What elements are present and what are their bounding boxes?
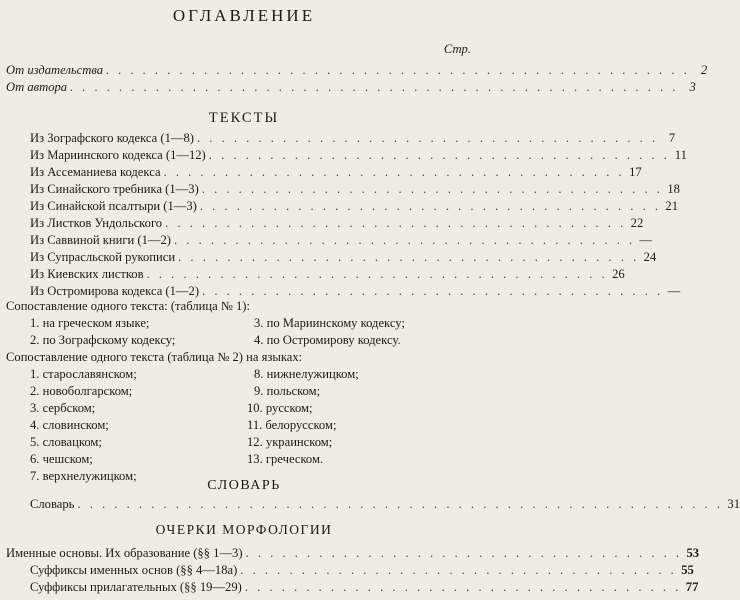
comparison-1-heading: Сопоставление одного текста: (таблица № 1):	[6, 299, 251, 313]
leader-dots: . . . . . . . . . . . . . . . . . . . . . . . . . . . . . . . . . . . . . .	[146, 267, 608, 281]
toc-entry-label: От издательства	[6, 63, 104, 77]
toc-entry-label: От автора	[6, 80, 68, 94]
comparison-2-item[interactable]: 3. сербском;	[30, 401, 96, 415]
comparison-2-item[interactable]: 2. новоболгарском;	[30, 384, 133, 398]
toc-entry-page: 31	[727, 497, 740, 511]
toc-entry-label: Именные основы. Их образование (§§ 1—3)	[6, 546, 243, 560]
toc-entry-author[interactable]	[6, 79, 696, 95]
toc-entry-page: 18	[667, 182, 680, 196]
toc-entry[interactable]	[30, 283, 681, 299]
comparison-2-item[interactable]: 8. нижнелужицком;	[254, 367, 359, 381]
comparison-2-item[interactable]: 1. старославянском;	[30, 367, 137, 381]
toc-entry-publisher[interactable]	[6, 62, 708, 78]
toc-entry-page: 11	[674, 148, 687, 162]
toc-entry[interactable]	[30, 232, 653, 248]
toc-entry[interactable]	[30, 164, 642, 180]
comparison-2-item[interactable]: 6. чешском;	[30, 452, 93, 466]
toc-entry-dictionary[interactable]	[30, 496, 740, 512]
toc-entry-label: Из Киевских листков	[30, 267, 144, 281]
comparison-1-item[interactable]: 3. по Мариинскому кодексу;	[254, 316, 405, 330]
toc-entry-label: Из Мариинского кодекса (1—12)	[30, 148, 206, 162]
leader-dots: . . . . . . . . . . . . . . . . . . . . . . . . . . . . . . . . . . . .	[240, 563, 677, 577]
toc-entry[interactable]	[30, 130, 676, 146]
page-column-label: Стр.	[443, 42, 471, 56]
leader-dots: . . . . . . . . . . . . . . . . . . . . . . . . . . . . . . . . . . . . . . . . . . . . . . . . . .	[70, 80, 679, 94]
toc-entry-page: —	[639, 233, 653, 247]
toc-entry-label: Из Листков Ундольского	[30, 216, 163, 230]
leader-dots: . . . . . . . . . . . . . . . . . . . . . . . . . . . . . . . . . . . . . .	[208, 148, 670, 162]
leader-dots: . . . . . . . . . . . . . . . . . . . . . . . . . . . . . . . . . . . .	[244, 580, 682, 594]
toc-entry-page: 7	[668, 131, 676, 145]
leader-dots: . . . . . . . . . . . . . . . . . . . . . . . . . . . . . . . . . . . . . .	[202, 284, 664, 298]
toc-entry-page: 2	[700, 63, 708, 77]
toc-entry[interactable]	[30, 147, 687, 163]
section-heading-texts: ТЕКСТЫ	[208, 110, 280, 126]
toc-entry[interactable]	[30, 215, 644, 231]
comparison-2-heading: Сопоставление одного текста (таблица № 2) на языках:	[6, 350, 303, 364]
comparison-1-item[interactable]: 2. по Зографскому кодексу;	[30, 333, 176, 347]
toc-entry-page: 26	[612, 267, 625, 281]
comparison-2-item[interactable]: 9. польском;	[254, 384, 321, 398]
toc-entry-page: 21	[665, 199, 679, 213]
toc-entry-label: Из Ассеманиева кодекса	[30, 165, 161, 179]
toc-entry-label: Из Зографского кодекса (1—8)	[30, 131, 194, 145]
toc-entry-page: 3	[689, 80, 696, 94]
toc-entry[interactable]	[30, 198, 679, 214]
comparison-2-item[interactable]: 11. белорусском;	[247, 418, 337, 432]
toc-entry-page: 17	[629, 165, 642, 179]
toc-entry-page: 55	[681, 563, 694, 577]
leader-dots: . . . . . . . . . . . . . . . . . . . . . . . . . . . . . . . . . . . . . .	[201, 182, 663, 196]
toc-entry-label: Словарь	[30, 497, 75, 511]
toc-entry-label: Из Саввиной книги (1—2)	[30, 233, 171, 247]
leader-dots: . . . . . . . . . . . . . . . . . . . . . . . . . . . . . . . . . . . . . .	[196, 131, 659, 145]
toc-entry-page: 22	[630, 216, 644, 230]
toc-entry[interactable]	[30, 562, 694, 578]
toc-entry-label: Суффиксы именных основ (§§ 4—18а)	[30, 563, 238, 577]
comparison-1-item[interactable]: 4. по Остромирову кодексу.	[254, 333, 401, 347]
page-title: ОГЛАВЛЕНИЕ	[172, 6, 316, 25]
section-heading-dictionary: СЛОВАРЬ	[207, 478, 281, 493]
toc-entry[interactable]	[30, 181, 680, 197]
toc-entry-label: Из Синайского требника (1—3)	[30, 182, 199, 196]
leader-dots: . . . . . . . . . . . . . . . . . . . . . . . . . . . . . . . . . . . . . .	[199, 199, 662, 213]
toc-entry-label: Из Супрасльской рукописи	[30, 250, 176, 264]
comparison-2-item[interactable]: 4. словинском;	[30, 418, 109, 432]
toc-entry[interactable]	[30, 266, 625, 282]
comparison-2-item[interactable]: 10. русском;	[247, 401, 313, 415]
toc-entry-label: Суффиксы прилагательных (§§ 19—29)	[30, 580, 242, 594]
leader-dots: . . . . . . . . . . . . . . . . . . . . . . . . . . . . . . . . . . . . . . . . . . . . . . . .	[106, 63, 691, 77]
comparison-1-item[interactable]: 1. на греческом языке;	[30, 316, 150, 330]
section-heading-morphology: ОЧЕРКИ МОРФОЛОГИИ	[155, 522, 333, 537]
toc-entry-page: 77	[685, 580, 699, 594]
comparison-2-item[interactable]: 5. словацком;	[30, 435, 102, 449]
leader-dots: . . . . . . . . . . . . . . . . . . . . . . . . . . . . . . . . . . . . . .	[174, 233, 636, 247]
comparison-2-item[interactable]: 13. греческом.	[247, 452, 324, 466]
toc-entry[interactable]	[30, 249, 657, 265]
leader-dots: . . . . . . . . . . . . . . . . . . . . . . . . . . . . . . . . . . . . . . . . . . . . . . . . . . . . .	[77, 497, 723, 511]
toc-entry-label: Из Остромирова кодекса (1—2)	[30, 284, 200, 298]
comparison-2-item[interactable]: 7. верхнелужицком;	[30, 469, 137, 483]
toc-entry[interactable]	[30, 579, 699, 595]
leader-dots: . . . . . . . . . . . . . . . . . . . . . . . . . . . . . . . . . . . .	[245, 546, 683, 560]
leader-dots: . . . . . . . . . . . . . . . . . . . . . . . . . . . . . . . . . . . . . .	[178, 250, 640, 264]
comparison-2-item[interactable]: 12. украинском;	[247, 435, 333, 449]
leader-dots: . . . . . . . . . . . . . . . . . . . . . . . . . . . . . . . . . . . . . .	[165, 216, 627, 230]
toc-entry-label: Из Синайской псалтыри (1—3)	[30, 199, 197, 213]
toc-entry-page: 24	[643, 250, 657, 264]
toc-entry-page: —	[667, 284, 681, 298]
toc-entry-page: 53	[686, 546, 700, 560]
leader-dots: . . . . . . . . . . . . . . . . . . . . . . . . . . . . . . . . . . . . . .	[163, 165, 625, 179]
toc-entry[interactable]	[6, 545, 700, 561]
